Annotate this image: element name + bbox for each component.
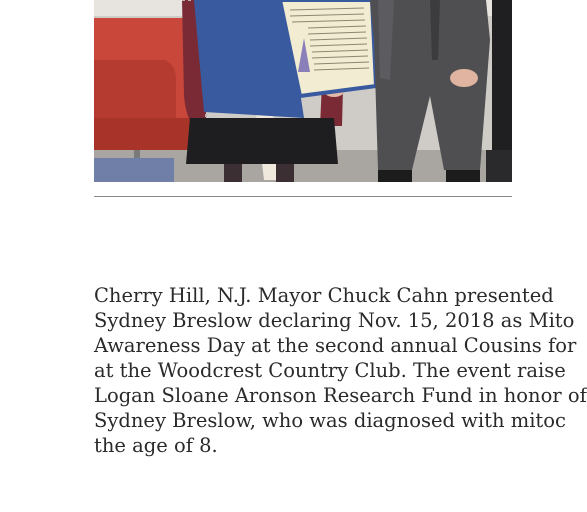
caption-line: Sydney Breslow, who was diagnosed with mitoc <box>94 409 566 432</box>
caption-line: Cherry Hill, N.J. Mayor Chuck Cahn presented <box>94 284 554 307</box>
event-photo-illustration <box>94 0 512 182</box>
caption-line: Logan Sloane Aronson Research Fund in honor of <box>94 384 587 407</box>
event-photo <box>94 0 512 182</box>
photo-caption <box>94 283 587 458</box>
caption-line: at the Woodcrest Country Club. The event raise <box>94 359 566 382</box>
caption-line: Sydney Breslow declaring Nov. 15, 2018 as Mito <box>94 309 575 332</box>
horizontal-divider <box>94 196 512 197</box>
caption-line: Awareness Day at the second annual Cousins for <box>94 334 577 357</box>
caption-line: the age of 8. <box>94 434 218 457</box>
